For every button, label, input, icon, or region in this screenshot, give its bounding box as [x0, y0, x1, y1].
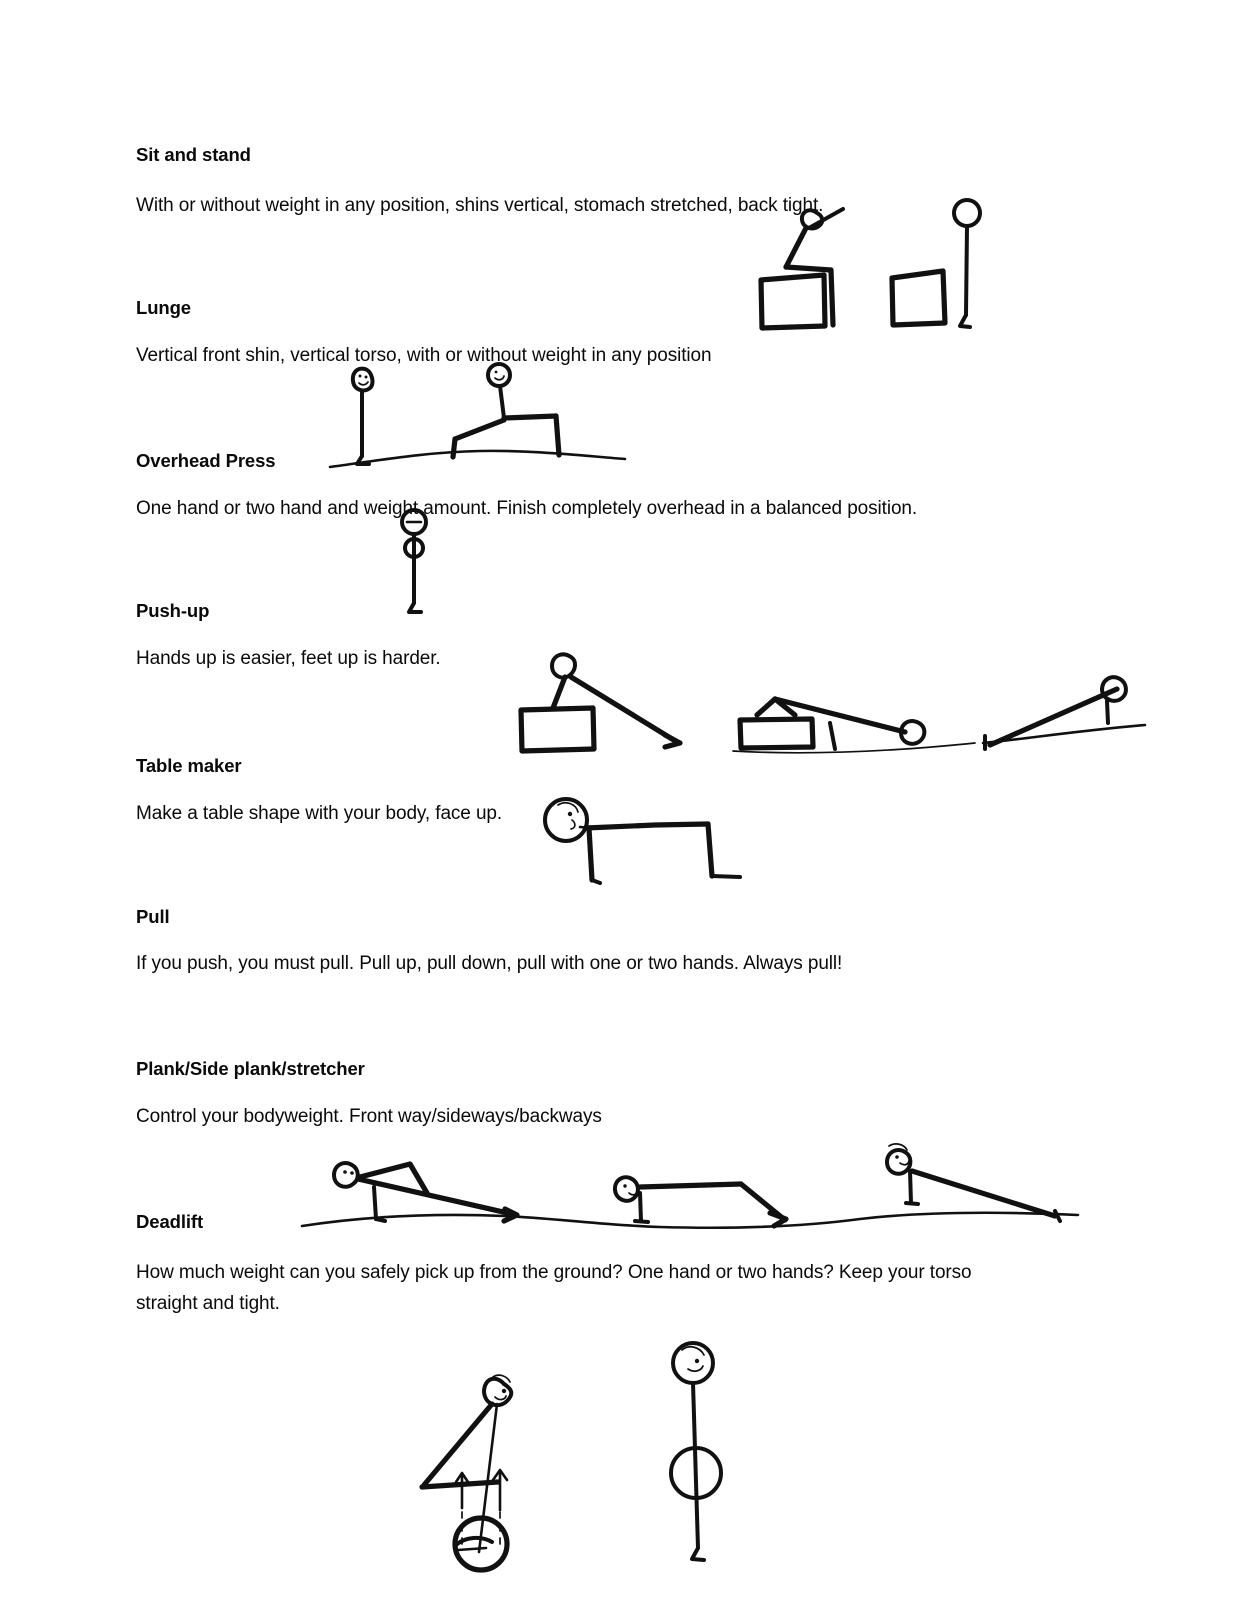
heading-lunge: Lunge	[136, 297, 191, 318]
figure-push-up	[505, 635, 1165, 750]
body-deadlift-line-2: straight and tight.	[136, 1293, 280, 1314]
heading-push-up: Push-up	[136, 600, 210, 621]
heading-sit-and-stand: Sit and stand	[136, 144, 251, 165]
body-overhead-press: One hand or two hand and weight amount. Finish completely overhead in a balanced position.	[136, 498, 918, 519]
body-sit-and-stand: With or without weight in any position, shins vertical, stomach stretched, back tight.	[136, 195, 824, 216]
figure-overhead-press	[392, 508, 452, 618]
heading-pull: Pull	[136, 906, 170, 927]
heading-table-maker: Table maker	[136, 755, 242, 776]
figure-lunge	[335, 363, 635, 473]
body-pull: If you push, you must pull. Pull up, pull down, pull with one or two hands. Always pull!	[136, 953, 843, 974]
figure-deadlift	[400, 1330, 740, 1580]
figure-table-maker	[542, 795, 782, 895]
figure-plank-side-plank-stretcher	[300, 1135, 1080, 1230]
body-table-maker: Make a table shape with your body, face up.	[136, 803, 503, 824]
body-lunge: Vertical front shin, vertical torso, with or without weight in any position	[136, 345, 712, 366]
body-plank-side-plank-stretcher: Control your bodyweight. Front way/sideways/backways	[136, 1106, 602, 1127]
heading-plank-side-plank-stretcher: Plank/Side plank/stretcher	[136, 1058, 365, 1079]
heading-overhead-press: Overhead Press	[136, 450, 276, 471]
body-push-up: Hands up is easier, feet up is harder.	[136, 648, 441, 669]
body-deadlift-line-1: How much weight can you safely pick up from the ground? One hand or two hands? Keep your torso	[136, 1262, 972, 1283]
heading-deadlift: Deadlift	[136, 1211, 204, 1232]
